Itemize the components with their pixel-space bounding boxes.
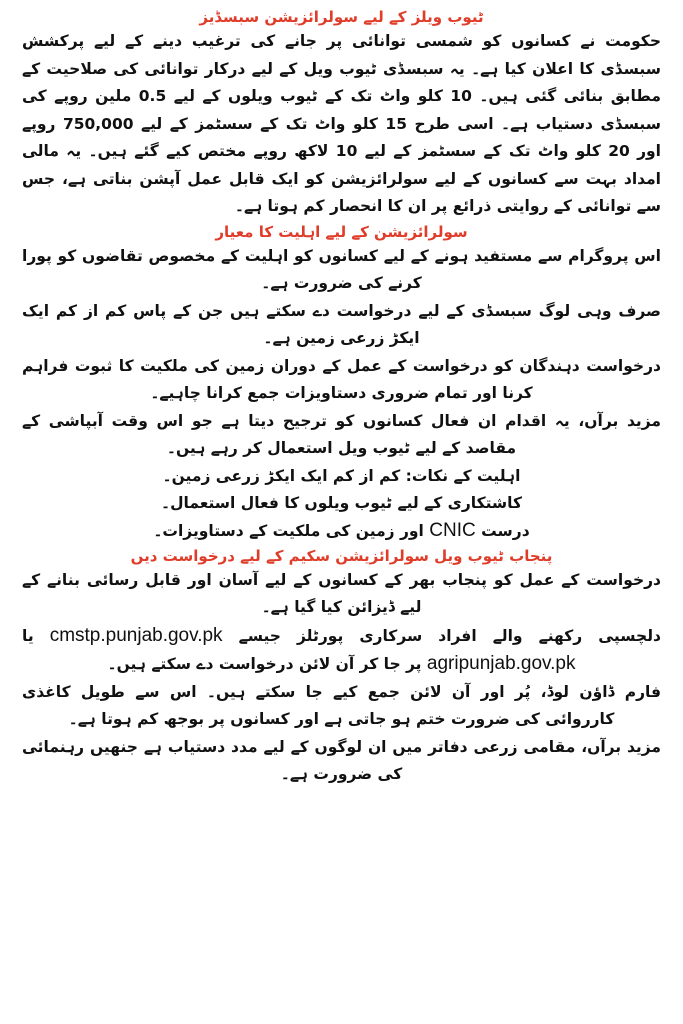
eligibility-paragraph-3: درخواست دہندگان کو درخواست کے عمل کے دوران زمین کی ملکیت کا ثبوت فراہم کرنا اور تمام ضروری دستاویزات جمع کرانا چاہیے۔ bbox=[22, 356, 661, 402]
eligibility-paragraph-1: اس پروگرام سے مستفید ہونے کے لیے کسانوں کو اہلیت کے مخصوص تقاضوں کو پورا کرنے کی ضرورت ہے۔ bbox=[22, 246, 661, 292]
apply-paragraph-2-prefix: دلچسپی رکھنے والے افراد سرکاری پورٹلز جیسے bbox=[238, 626, 661, 645]
eligibility-paragraph-4: مزید برآں، یہ اقدام ان فعال کسانوں کو ترجیح دیتا ہے جو اس وقت آبپاشی کے مقاصد کے لیے ٹیوب ویل استعمال کر رہے ہیں۔ bbox=[22, 411, 661, 457]
apply-paragraph-1: درخواست کے عمل کو پنجاب بھر کے کسانوں کے لیے آسان اور قابل رسائی بنانے کے لیے ڈیزائن کیا گیا ہے۔ bbox=[22, 570, 661, 616]
eligibility-points bbox=[22, 463, 661, 545]
portal-link-agripunjab[interactable]: agripunjab.gov.pk bbox=[426, 653, 576, 674]
subsidy-paragraph: حکومت نے کسانوں کو شمسی توانائی پر جانے کی ترغیب دینے کے لیے پرکشش سبسڈی کا اعلان کیا ہے۔ یہ سبسڈی ٹیوب ویل کے لیے درکار توانائی کی صلاحیت کے مطابق بنائی گئی ہیں۔ 10 کلو واٹ تک کے ٹیوب ویلوں کے لیے 0.5 ملین روپے کی سبسڈی دستیاب ہے۔ اسی طرح 15 کلو واٹ تک کے سسٹمز کے لیے 750,000 روپے اور 20 کلو واٹ تک کے سسٹمز کے لیے 10 لاکھ روپے مختص کیے گئے ہیں۔ یہ مالی امداد بہت سے کسانوں کے لیے سولرائزیشن کو ایک قابل عمل آپشن بناتی ہے، جس سے توانائی کے روایتی ذرائع پر ان کا انحصار کم ہوتا ہے۔ bbox=[22, 32, 661, 215]
eligibility-point: کاشتکاری کے لیے ٹیوب ویلوں کا فعال استعمال۔ bbox=[160, 493, 522, 512]
apply-paragraph-3: فارم ڈاؤن لوڈ، پُر اور آن لائن جمع کیے جا سکتے ہیں۔ اس سے طویل کاغذی کارروائی کی ضرورت ختم ہو جاتی ہے اور کسانوں پر بوجھ کم ہوتا ہے۔ bbox=[22, 682, 661, 728]
apply-paragraph-4: مزید برآں، مقامی زرعی دفاتر میں ان لوگوں کے لیے مدد دستیاب ہے جنھیں رہنمائی کی ضرورت ہے۔ bbox=[22, 737, 661, 783]
apply-paragraph-2 bbox=[22, 622, 661, 679]
apply-paragraph-2-middle: یا bbox=[22, 626, 34, 645]
section-title-subsidies: ٹیوب ویلز کے لیے سولرائزیشن سبسڈیز bbox=[199, 8, 484, 26]
section-title-eligibility: سولرائزیشن کے لیے اہلیت کا معیار bbox=[215, 222, 468, 241]
cnic-term: CNIC bbox=[429, 519, 476, 541]
apply-paragraph-2-suffix: پر جا کر آن لائن درخواست دے سکتے ہیں۔ bbox=[107, 655, 422, 673]
cnic-suffix: اور زمین کی ملکیت کے دستاویزات۔ bbox=[153, 521, 424, 540]
section-title-apply: پنجاب ٹیوب ویل سولرائزیشن سکیم کے لیے درخواست دیں bbox=[130, 546, 553, 565]
eligibility-point: اہلیت کے نکات: کم از کم ایک ایکڑ زرعی زمین۔ bbox=[162, 466, 521, 485]
portal-link-cmstp[interactable]: cmstp.punjab.gov.pk bbox=[49, 624, 223, 646]
eligibility-paragraph-2: صرف وہی لوگ سبسڈی کے لیے درخواست دے سکتے ہیں جن کے پاس کم از کم ایک ایکڑ زرعی زمین ہے۔ bbox=[22, 301, 661, 347]
cnic-prefix: درست bbox=[481, 521, 530, 540]
eligibility-point-cnic bbox=[22, 517, 661, 545]
